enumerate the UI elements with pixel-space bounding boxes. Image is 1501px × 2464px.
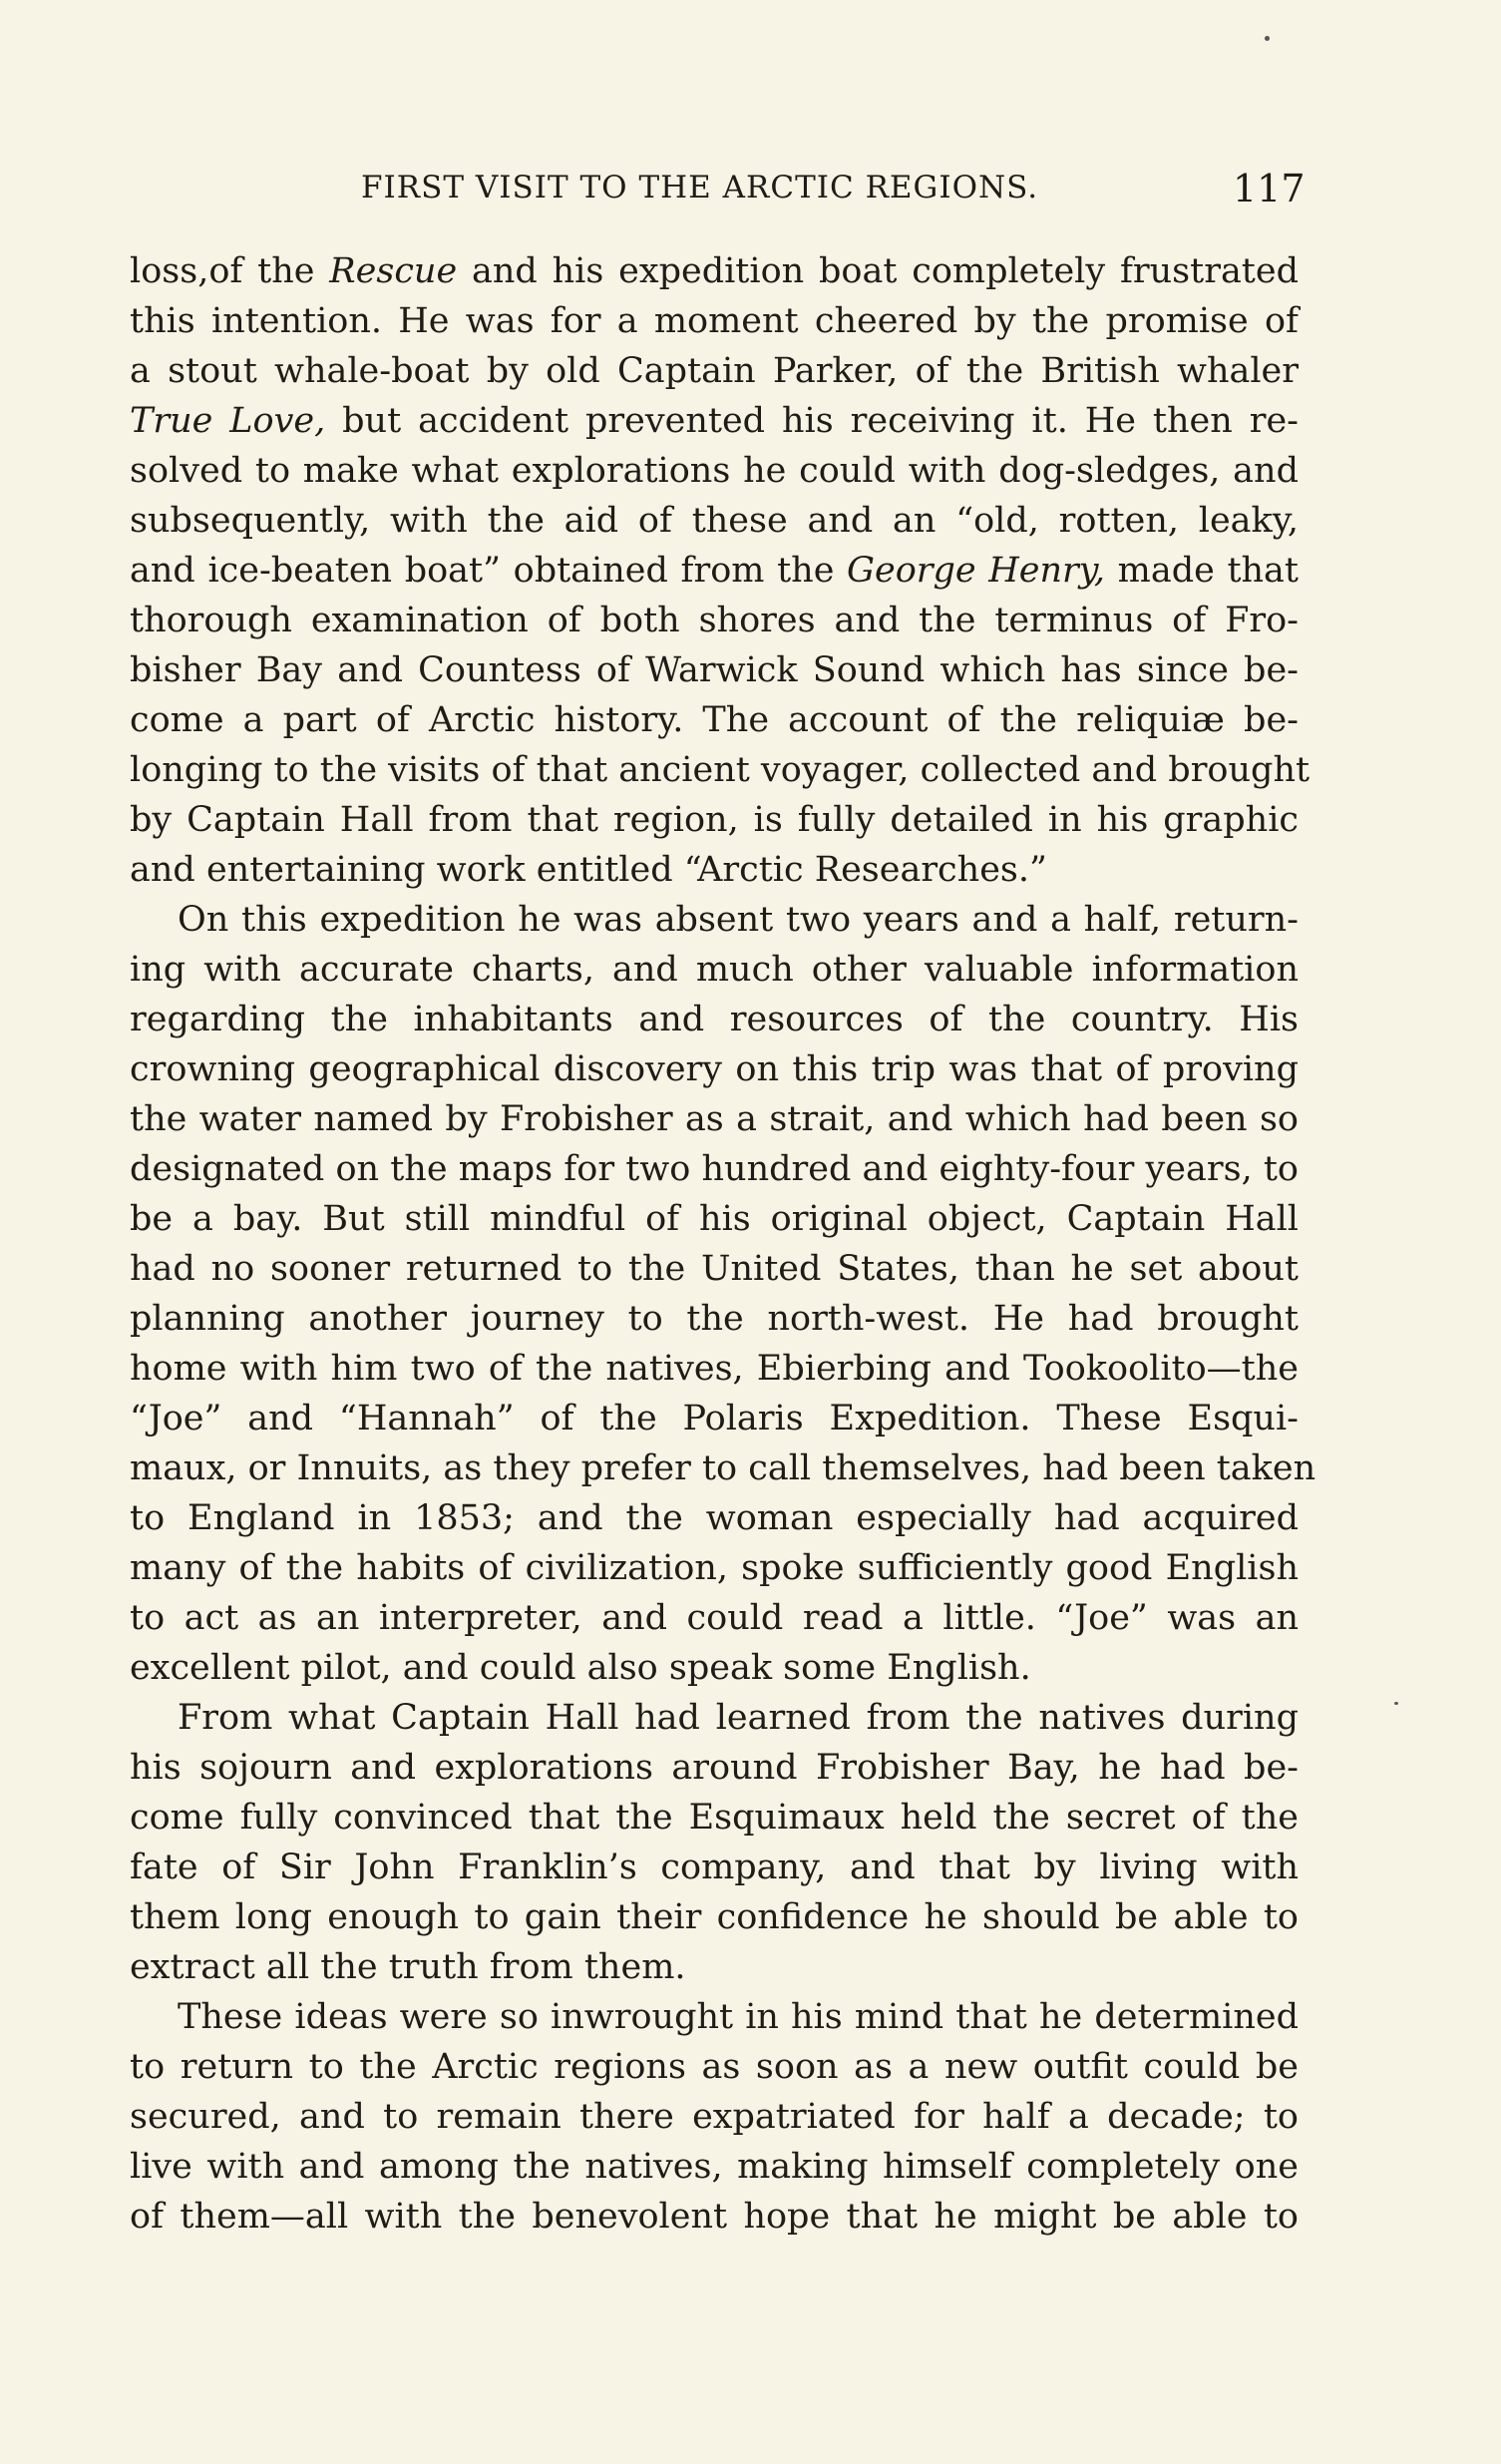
text-line: his sojourn and explorations around Frobisher Bay, he had be-: [130, 1748, 1299, 1788]
paper-speck: [1394, 1702, 1398, 1705]
vessel-name: George Henry,: [847, 551, 1106, 591]
text-line: fate of Sir John Franklin’s company, and that by living with: [130, 1848, 1299, 1887]
text-line: secured, and to remain there expatriated for half a decade; to: [130, 2097, 1299, 2137]
text-line: excellent pilot, and could also speak some English.: [130, 1648, 1031, 1688]
text-line: home with him two of the natives, Ebierbing and Tookoolito—the: [130, 1349, 1299, 1389]
text-line: this intention. He was for a moment cheered by the promise of: [130, 301, 1299, 341]
text-line: regarding the inhabitants and resources of the country. His: [130, 1000, 1299, 1039]
text-line: come fully convinced that the Esquimaux held the secret of the: [130, 1798, 1299, 1838]
text-line: come a part of Arctic history. The account of the reliquiæ be-: [130, 700, 1299, 740]
text-line: These ideas were so inwrought in his mind that he determined: [178, 1997, 1299, 2037]
text-line: by Captain Hall from that region, is fully detailed in his graphic: [130, 800, 1299, 840]
text-line: and entertaining work entitled “Arctic Researches.”: [130, 850, 1047, 890]
running-head: FIRST VISIT TO THE ARCTIC REGIONS.: [361, 170, 1039, 205]
text-line: of them—all with the benevolent hope that he might be able to: [130, 2197, 1299, 2237]
text-line: True Love, but accident prevented his receiving it. He then re-: [130, 401, 1299, 441]
text-line: thorough examination of both shores and the terminus of Fro-: [130, 601, 1299, 640]
vessel-name: True Love,: [130, 401, 326, 441]
text-line: solved to make what explorations he could with dog-sledges, and: [130, 451, 1299, 491]
page-number: 117: [1233, 167, 1306, 210]
text-line: subsequently, with the aid of these and an “old, rotten, leaky,: [130, 501, 1299, 541]
text-line: longing to the visits of that ancient voyager, collected and brought: [130, 750, 1311, 790]
text-line: maux, or Innuits, as they prefer to call themselves, had been taken: [130, 1448, 1316, 1488]
vessel-name: Rescue: [329, 251, 458, 291]
text-line: to act as an interpreter, and could read a little. “Joe” was an: [130, 1598, 1299, 1638]
text-line: be a bay. But still mindful of his original object, Captain Hall: [130, 1199, 1299, 1239]
text-line: designated on the maps for two hundred and eighty-four years, to: [130, 1149, 1299, 1189]
text-line: From what Captain Hall had learned from the natives during: [178, 1698, 1299, 1738]
text-line: loss,of the Rescue and his expedition boat completely frustrated: [130, 251, 1299, 291]
text-line: planning another journey to the north-west. He had brought: [130, 1299, 1299, 1339]
text-line: had no sooner returned to the United States, than he set about: [130, 1249, 1299, 1289]
text-line: a stout whale-boat by old Captain Parker, of the British whaler: [130, 351, 1299, 391]
text-line: extract all the truth from them.: [130, 1947, 686, 1987]
text-line: crowning geographical discovery on this trip was that of proving: [130, 1049, 1299, 1089]
text-line: to England in 1853; and the woman especially had acquired: [130, 1498, 1299, 1538]
text-line: to return to the Arctic regions as soon as a new outfit could be: [130, 2047, 1299, 2087]
paper-speck: [1265, 36, 1270, 41]
text-line: bisher Bay and Countess of Warwick Sound which has since be-: [130, 650, 1299, 690]
text-line: ing with accurate charts, and much other valuable information: [130, 950, 1299, 990]
text-line: the water named by Frobisher as a strait, and which had been so: [130, 1099, 1299, 1139]
text-line: “Joe” and “Hannah” of the Polaris Expedition. These Esqui-: [130, 1399, 1299, 1438]
text-line: and ice-beaten boat” obtained from the George Henry, made that: [130, 551, 1299, 591]
text-line: live with and among the natives, making himself completely one: [130, 2147, 1299, 2187]
text-line: many of the habits of civilization, spoke sufficiently good English: [130, 1548, 1299, 1588]
text-line: On this expedition he was absent two years and a half, return-: [178, 900, 1299, 940]
text-line: them long enough to gain their confidence he should be able to: [130, 1897, 1299, 1937]
